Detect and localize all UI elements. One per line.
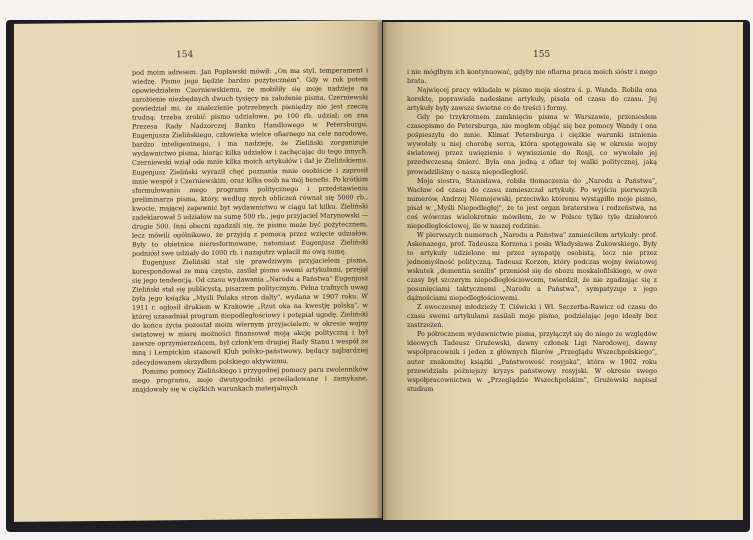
- left-page-number: 154: [176, 50, 194, 61]
- right-page-number: 155: [533, 50, 551, 60]
- right-page: [383, 22, 743, 520]
- right-paragraph: Gdy po trzykrotnem zamknięciu pisma w Warszawie, przeniosłem czasopismo do Petersburga, nie mogłem objąć się bez pomocy Wandy i ona pośpieszyła do mnie. Klimat Petersburga i ciężkie warunki istnienia wywołały u niej chorobę serca, która spotęgowała się w okresie wojny światowej przez uwięzienie i wywiezienie do Rosji, co wywołało jej przedwczesną śmierć. Była ona jedną z ofiar tej walki politycznej, jaką prowadziliśmy o naszą niepodległość.: [407, 113, 657, 176]
- right-paragraph: Po półrocznem wydawnictwie pisma, przyłączył się do niego ze względów ideowych Tadeusz Grużewski, dawny członek Ligi Narodowej, dawny współpracownik i jeden z głównych filarów „Przeglądu Wszechpolskiego", autor znakomitej książki „Państwowość rosyjska", która w 1902 roku przewidziała późniejszy kryzys państwowy rosyjski. W okresie swego współpracownictwa w „Przeglądzie Wszechpolskim", Grużewski napisał studium: [407, 330, 657, 393]
- right-page-text: [407, 68, 657, 394]
- book-gutter: [376, 22, 388, 520]
- right-paragraph: i nie mógłbym ich kontynuować, gdyby nie ofiarna praca moich sióstr i mego brata.: [407, 68, 657, 86]
- left-page: [14, 20, 382, 522]
- left-paragraph: Eugenjusz Zieliński stał się prawdziwym przyjacielem pisma, korespondował ze mną często, zasilał pismo swemi artykułami, przejął się jego tendencją. Od czasu wydawania „Narodu a Państwa" Eugenjusz Zieliński stał się publicystą, pisarzem politycznym. Pełna trafnych uwag była jego książka „Myśli Polaka stron dalty", wydana w 1907 roku. W 1911 r. ogłosił drukiem w Krakowie „Rzut oka na kwestję polską", w której uzasadniał program niepodległościowy i potępiał ugodę. Zieliński do końca życia pozostał moim wiernym przyjacielem; w okresie wojny światowej w miarę możności finansował moją akcję polityczną i był zawsze oprzymierzeńcem, był członk'em drugiej Rady Stanu i wespół ze mną i Lempickim stanowił Klub polsko-państwowy, będący najbardziej zdecydowanem skrzydłem polskiego aktywizmu.: [132, 256, 368, 367]
- right-paragraph: Najwięcej pracy wkładała w pismo moja siostra ś. p. Wanda. Robiła ona korektę, poprawiała nadesłane artykuły, pisała od czasu do czasu. Jej artykuły były zawsze świetne co do treści i formy.: [407, 86, 657, 113]
- left-paragraph: pod moim adresem. Jan Popławski mówił: „On ma styl, temperament i wiedzę. Pismo jego będzie bardzo pożyteczném". Gdy w rok potem opowiedziałem Czerniewskiemu, że mobiliły się moje nadzieje na zarobienie niezbędnych dwuch tysięcy na założenie pisma, Czerniewski powiedział mi, że znalezienie potrzebnych pieniędzy nie jest rzeczą trudną: trzeba zrobić pismo udziałowe, po 100 rb. udział; on zna Prezesa Rady Nadzorczej Banku Handlowego w Petersburgu, Eugenjusza Zielińskiego, człowieka wielce ofiarnego na cele narodowe, bardzo inteligentnego, i ma nadzieję, że Zieliński zorganizuje wydawnictwo pisma, biorąc kilka udziałów i zachęcając do tego innych. Czerniewski wziął ode mnie kilka moich artykułów i dał je Zielińskiemu. Eugenjusz Zieliński wyraził chęć poznania mnie osobiście i zaprosił mnie wespół z Czerniewskim, oraz kilka osób na mój benefis. Po krótkim sformułowaniu mego programu politycznego i przedstawieniu preliminarza pisma, który, według mych obliczeń równał się 5000 rb., kwocie, mającej zapewnić byt wydawnictwu w ciągu lat kilku. Zieliński zadeklarował 5 udziałów na sumę 500 rb., jego przyjaciel Marynowski — drugie 500. Inni obecni zgadzali się, że pismo może być pożytecznem, lecz mówili ogólnikowo, że przyjdą z pomocą przez wzięcie udziałów. Były to obietnice nieresformowane, natomiast Eugenjusz Zieliński podniósł swe udziały do 1000 rb. i nazajutrz wpłacił mi ową sumę.: [132, 66, 368, 258]
- right-paragraph: Z owoczesnej młodzieży T. Ciświcki i Wł. Seczerba-Rawicz od czasu do czasu swemi artykułami zasilali moje pismo, podzielając jego ideały bez zastrzeżeń.: [407, 303, 657, 330]
- left-page-text: [132, 66, 368, 394]
- left-paragraph: Pomimo pomocy Zielińskiego i przygodnej pomocy paru zwolenników mego programu, moje dwutygodniki prześladowane i zamykane, znajdowały się w ciężkich warunkach materjalnych: [132, 364, 368, 394]
- right-paragraph: W pierwszych numerach „Narodu a Państwa" zamieściłem artykuły: prof. Askenazego, prof. Tadeusza Korzona i posła Władysława Żukowskiego. Były to artykuły udzielone mi przez sympatję osobistą, lecz nie przez jednomyślność polityczną. Tadeusz Korzon, który podczas wojny światowej wskutek „dementia senilis" przeniósł się do obozu moskalofilskiego, w owe czasy był szczerym niepodległościowcem, twierdził, że nie zgadzając się z posunięciami taktycznemi „Narodu a Państwa", sympatyzuje z jego dążnościami niepodległościowemi.: [407, 230, 657, 303]
- right-paragraph: Moja siostra, Stanisława, robiła tłomaczenia do „Narodu a Państwa", Wacław od czasu do czasu zamieszczał artykuły. Po wyjściu pierwszych numerów, Andrzej Niemojewski, przeciwko któremu wystąpiłło moje pismo, pisał w „Myśli Niepodległej", że to jest organ braterstwa i rodzeństwa, na coś wówczas wielokrotnie mówiłem, że w Polsce tylko tyle działowcó niepodległościowej, ile w naszej rodzinie.: [407, 176, 657, 230]
